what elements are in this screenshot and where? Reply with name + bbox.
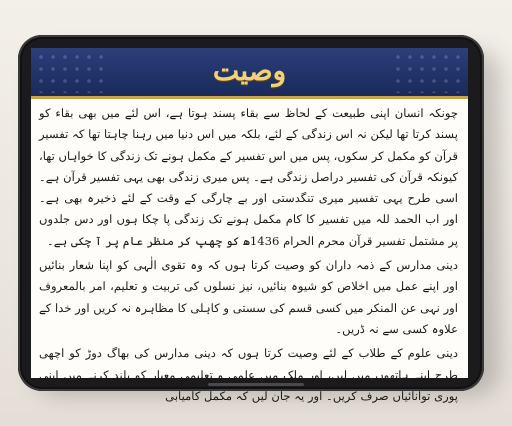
document-body (39, 103, 458, 407)
document-title: وصیت (212, 54, 287, 87)
title-banner (31, 48, 468, 96)
banner-divider (31, 96, 468, 99)
paragraph-2: دینی مدارس کے ذمہ داران کو وصیت کرتا ہوں کہ وہ تقوی الٰہی کو اپنا شعار بنائیں اور اپنے عمل میں اخلاص کو شیوہ بنائیں، نیز نسلوں کی تربیت و تعلیم، امر بالمعروف اور نہی عن المنکر میں کسی قسم کی سستی و کاہلی کا مظاہرہ نہ کریں اور خدا کے علاوہ کسی سے نہ ڈریں۔ (39, 258, 458, 336)
paragraph-1: چونکہ انسان اپنی طبیعت کے لحاظ سے بقاء پسند ہوتا ہے، اس لئے میں بھی بقاء کو پسند کرتا تھا لیکن نہ اس زندگی کے لئے، بلکہ میں اس دنیا میں رہنا چاہتا تھا کہ تفسیر قرآن کو مکمل کر سکوں، پس میں اس تفسیر کے مکمل ہونے تک زندگی کا خواہاں تھا، کیونکہ قرآن کی تفسیر دراصل زندگی ہے۔ پس میری زندگی بھی یہی تفسیر قرآن ہے۔ اسی طرح یہی تفسیر میری تنگدستی اور بے چارگی کے وقت کے لئے ذخیرہ بھی ہے۔ اور اب الحمد للہ میں تفسیر کا کام مکمل ہونے تک زندگی پا چکا ہوں اور دس جلدوں پر مشتمل تفسیر قرآن محرم الحرام 1436ھ کو چھپ کر منظر عام پر آ چکی ہے۔ (39, 106, 458, 248)
home-indicator (208, 383, 304, 386)
paragraph-3: دینی علوم کے طلاب کے لئے وصیت کرتا ہوں کہ دینی مدارس کی بھاگ دوڑ کو اچھی طرح اپنے ہاتھوں میں لیں، اور ملک میں علمی و تعلیمی معیار کو بلند کرنے میں اپنی پوری توانائیاں صرف کریں۔ اور یہ جان لیں کہ مکمل کامیابی (39, 346, 458, 403)
tablet-screen (31, 48, 468, 403)
